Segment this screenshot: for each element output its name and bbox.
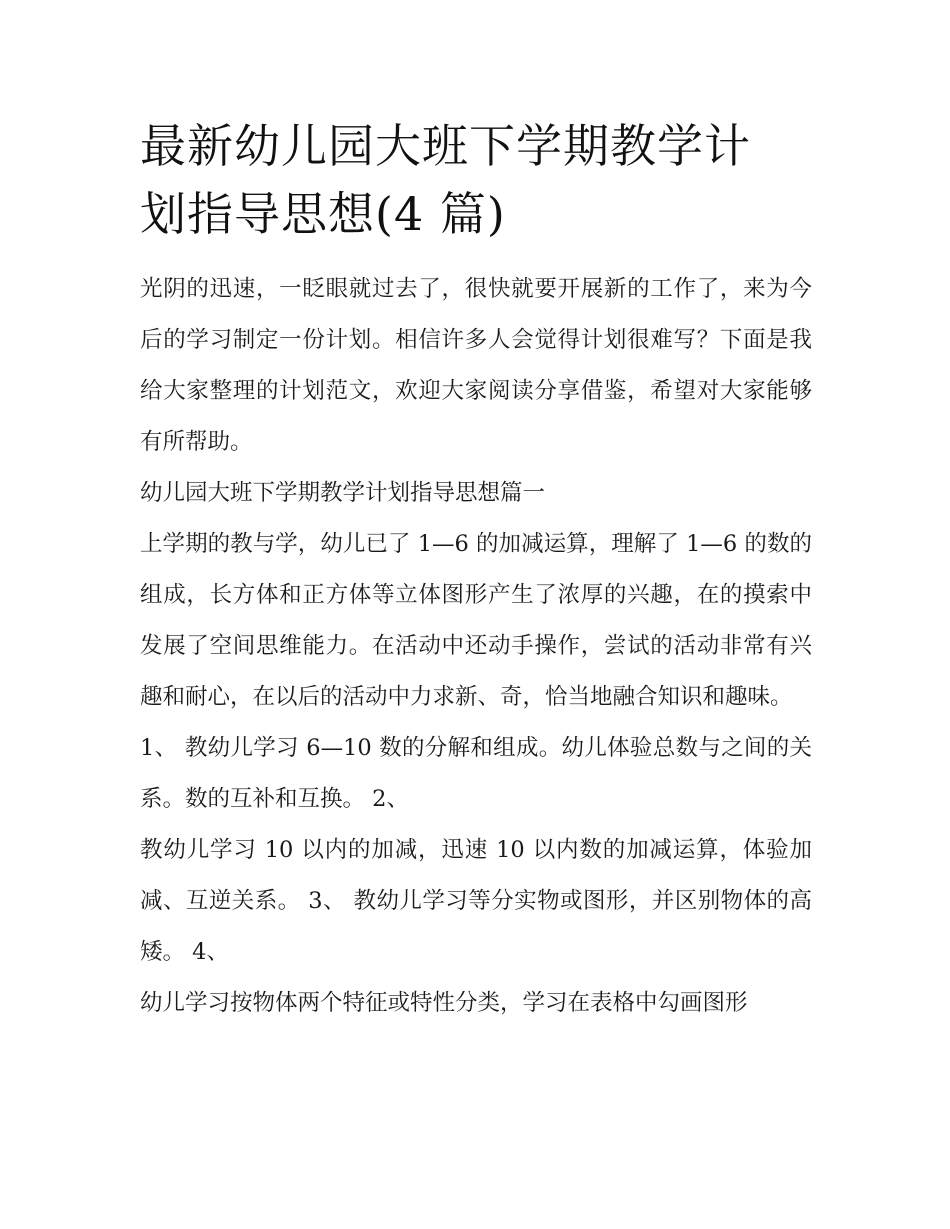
list-item-1: 1、 教幼儿学习 6—10 数的分解和组成。幼儿体验总数与之间的关系。数的互补和互换。 2、 — [140, 735, 812, 812]
section-heading: 幼儿园大班下学期教学计划指导思想篇一 — [140, 480, 546, 506]
document-title: 最新幼儿园大班下学期教学计 划指导思想(4 篇) — [140, 119, 751, 241]
body-paragraph: 上学期的教与学，幼儿已了 1—6 的加减运算，理解了 1—6 的数的组成，长方体和正方体等立体图形产生了浓厚的兴趣，在的摸索中发展了空间思维能力。在活动中还动手操作，尝试的活动非常有兴趣和耐心，在以后的活动中力求新、奇，恰当地融合知识和趣味。 — [140, 531, 812, 710]
intro-paragraph: 光阴的迅速，一眨眼就过去了，很快就要开展新的工作了，来为今后的学习制定一份计划。相信许多人会觉得计划很难写？下面是我给大家整理的计划范文，欢迎大家阅读分享借鉴，希望对大家能够有所帮助。 — [140, 276, 812, 455]
document-body — [140, 112, 812, 1029]
list-item-2: 教幼儿学习 10 以内的加减，迅速 10 以内数的加减运算，体验加减、互逆关系。 3、 教幼儿学习等分实物或图形，并区别物体的高矮。 4、 — [140, 837, 812, 965]
list-item-4: 幼儿学习按物体两个特征或特性分类，学习在表格中勾画图形 — [140, 990, 748, 1016]
